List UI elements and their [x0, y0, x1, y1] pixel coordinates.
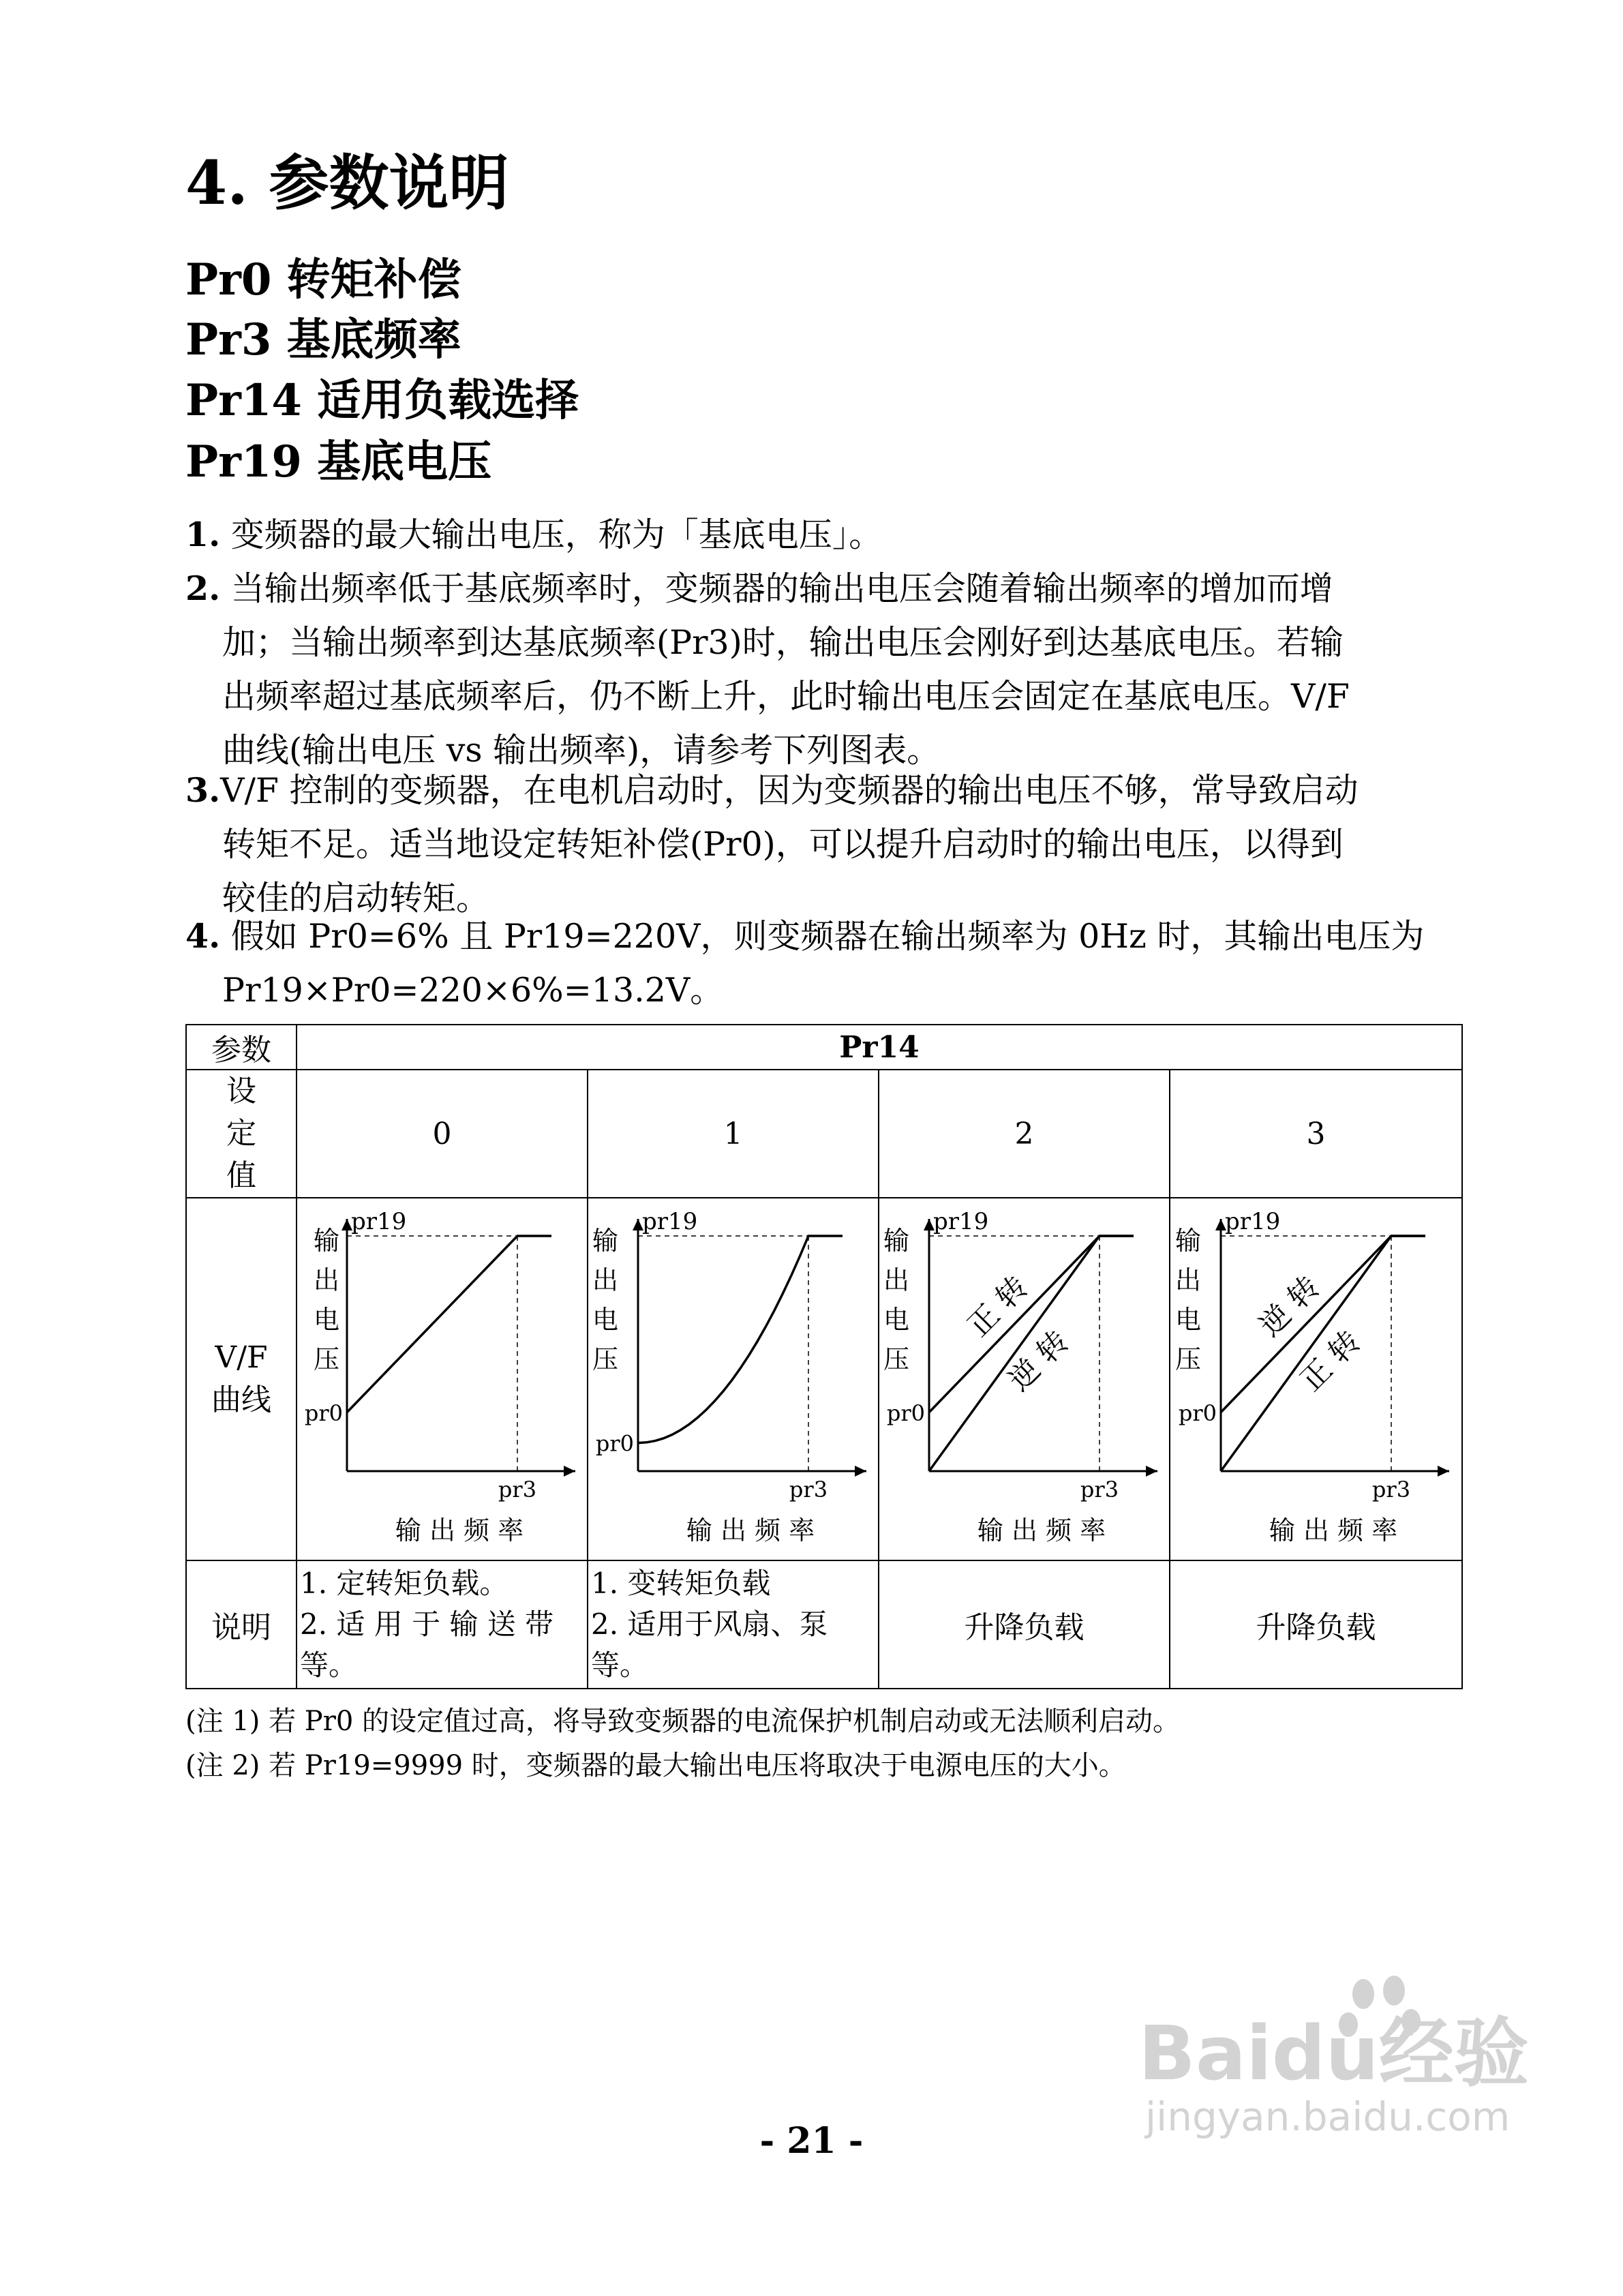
- setting-label: 设 定 值: [186, 1070, 297, 1198]
- y-axis-label-char: 压: [883, 1344, 909, 1374]
- y-tick-label: pr0: [886, 1400, 925, 1426]
- y-tick-label: pr19: [1224, 1208, 1280, 1235]
- note-2: (注 2) 若 Pr19=9999 时，变频器的最大输出电压将取决于电源电压的大小。: [185, 1750, 1126, 1781]
- x-tick-label: pr3: [1371, 1477, 1410, 1502]
- x-axis-arrow: [855, 1466, 866, 1477]
- vf-chart-cell: [879, 1198, 1170, 1560]
- x-axis-label: 输 出 频 率: [686, 1515, 815, 1545]
- y-axis-label-char: 压: [313, 1344, 339, 1374]
- page-number: - 21 -: [759, 2120, 864, 2162]
- series-label-lower: 正 转: [1293, 1324, 1367, 1398]
- setting-value: 3: [1170, 1070, 1462, 1198]
- y-axis-label-char: 电: [883, 1305, 909, 1335]
- x-tick-label: pr3: [498, 1477, 536, 1502]
- series-line: [347, 1236, 551, 1413]
- param-title-pr0: Pr0 转矩补偿: [185, 254, 461, 305]
- series-label-upper: 正 转: [960, 1269, 1035, 1344]
- y-axis-label-char: 出: [883, 1265, 909, 1295]
- setting-value: 2: [879, 1070, 1170, 1198]
- y-axis-label-char: 出: [592, 1265, 618, 1295]
- param-title-pr19: Pr19 基底电压: [185, 436, 492, 487]
- vf-chart-linear: [299, 1202, 586, 1556]
- x-axis-label: 输 出 频 率: [977, 1515, 1106, 1545]
- y-axis-label-char: 电: [592, 1305, 618, 1335]
- vf-chart-cell: [588, 1198, 879, 1560]
- x-axis-label: 输 出 频 率: [1269, 1515, 1397, 1545]
- section-heading: 4. 参数说明: [185, 147, 509, 218]
- desc-cell: 升降负载: [1170, 1560, 1462, 1689]
- y-axis-label-char: 输: [313, 1226, 339, 1256]
- setting-value: 0: [297, 1070, 588, 1198]
- x-tick-label: pr3: [1080, 1477, 1119, 1502]
- y-axis-label-char: 输: [1174, 1226, 1201, 1256]
- series-label-lower: 逆 转: [1001, 1324, 1076, 1398]
- y-axis-label-char: 压: [1174, 1344, 1201, 1374]
- y-tick-label: pr19: [932, 1208, 988, 1235]
- x-axis-arrow: [1146, 1466, 1157, 1477]
- y-axis-label-char: 出: [1174, 1265, 1201, 1295]
- desc-cell: 1. 定转矩负载。 2. 适 用 于 输 送 带 等。: [297, 1560, 588, 1689]
- pr14-table: [185, 1024, 1463, 1689]
- param-title-pr14: Pr14 适用负载选择: [185, 375, 579, 426]
- y-tick-label: pr0: [304, 1400, 343, 1426]
- y-tick-label: pr0: [595, 1430, 634, 1457]
- watermark-logo: Baidu经验: [1138, 2010, 1529, 2097]
- y-axis-label-char: 输: [883, 1226, 909, 1256]
- vf-chart-lift-a: [881, 1202, 1168, 1556]
- vf-chart-cell: [297, 1198, 588, 1560]
- y-tick-label: pr0: [1178, 1400, 1217, 1426]
- y-axis-label-char: 压: [592, 1344, 618, 1374]
- list-item: 4. 假如 Pr0=6% 且 Pr19=220V，则变频器在输出频率为 0Hz 时，其输出电压为 Pr19×Pr0=220×6%=13.2V。: [185, 916, 1425, 1010]
- param-name: Pr14: [297, 1025, 1462, 1070]
- list-item: 2. 当输出频率低于基底频率时，变频器的输出电压会随着输出频率的增加而增 加；当输出频率到达基底频率(Pr3)时，输出电压会刚好到达基底电压。若输 出频率超过基底频率后，仍不断上升，此时输出电压会固定在基底电压。V/F 曲线(输出电压 vs 输出频率)，请参考下列图表。: [185, 569, 1350, 770]
- vf-chart-lift-b: [1173, 1202, 1459, 1556]
- desc-label: 说明: [186, 1560, 297, 1689]
- note-1: (注 1) 若 Pr0 的设定值过高，将导致变频器的电流保护机制启动或无法顺利启动。: [185, 1706, 1181, 1737]
- desc-cell: 1. 变转矩负载 2. 适用于风扇、泵 等。: [588, 1560, 879, 1689]
- curve-label: V/F 曲线: [186, 1198, 297, 1560]
- y-axis-label-char: 出: [313, 1265, 339, 1295]
- series-line: [638, 1236, 843, 1443]
- baidu-watermark: [1132, 1963, 1554, 2141]
- x-axis-arrow: [1438, 1466, 1449, 1477]
- desc-cell: 升降负载: [879, 1560, 1170, 1689]
- series-label-upper: 逆 转: [1252, 1269, 1326, 1344]
- setting-value: 1: [588, 1070, 879, 1198]
- y-tick-label: pr19: [350, 1208, 406, 1235]
- vf-chart-cell: [1170, 1198, 1462, 1560]
- y-tick-label: pr19: [641, 1208, 697, 1235]
- list-item: 1. 变频器的最大输出电压，称为「基底电压」。: [185, 515, 883, 554]
- y-axis-label-char: 电: [313, 1305, 339, 1335]
- watermark-url: jingyan.baidu.com: [1145, 2094, 1511, 2140]
- x-tick-label: pr3: [789, 1477, 828, 1502]
- x-axis-label: 输 出 频 率: [395, 1515, 524, 1545]
- x-axis-arrow: [564, 1466, 575, 1477]
- param-title-pr3: Pr3 基底频率: [185, 314, 461, 365]
- y-axis-label-char: 电: [1174, 1305, 1201, 1335]
- y-axis-label-char: 输: [592, 1226, 618, 1256]
- list-item: 3.V/F 控制的变频器，在电机启动时，因为变频器的输出电压不够，常导致启动 转矩不足。适当地设定转矩补偿(Pr0)，可以提升启动时的输出电压，以得到 较佳的启动转矩。: [185, 770, 1359, 918]
- vf-chart-quadratic: [590, 1202, 877, 1556]
- param-label: 参数: [186, 1025, 297, 1070]
